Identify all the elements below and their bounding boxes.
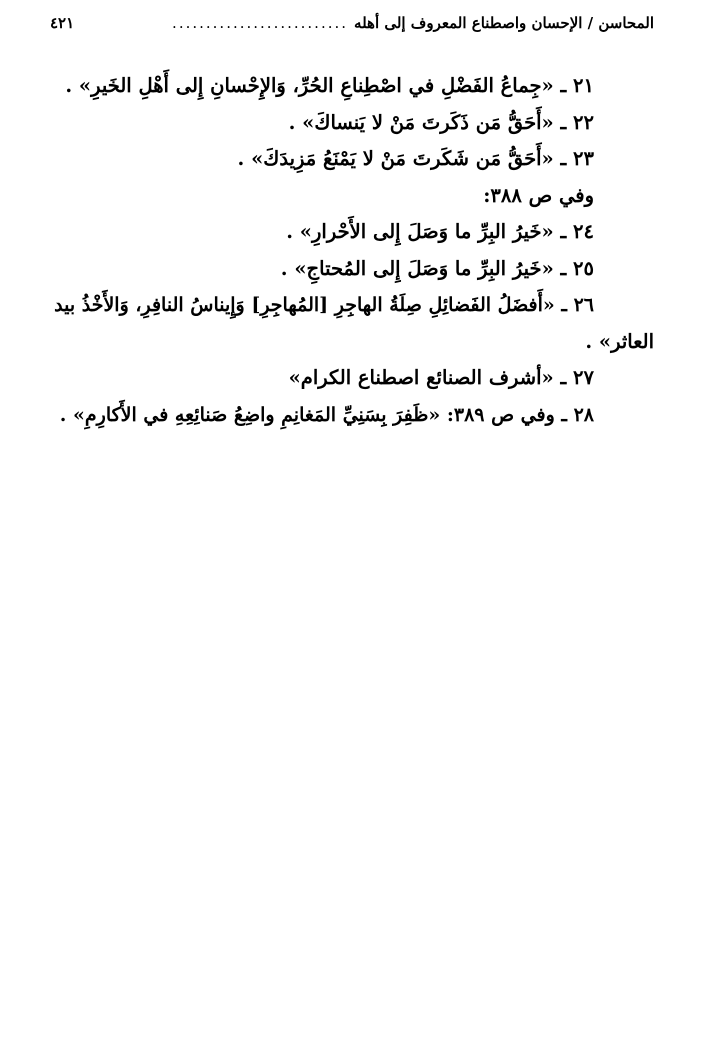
saying-23: ٢٣ ـ «أَحَقُّ مَن شَكَرتَ مَنْ لا يَمْنَعُ مَزِيدَكَ» . [237, 147, 594, 170]
saying-27: ٢٧ ـ «أشرف الصنائع اصطناع الكرام» [288, 366, 594, 389]
running-head-dot-leader: .......................... [172, 14, 349, 32]
body-text [52, 68, 654, 433]
saying-21: ٢١ ـ «جِماعُ الفَضْلِ في اصْطِناعِ الحُرِّ، وَالإِحْسانِ إِلى أَهْلِ الخَيرِ» . [65, 74, 594, 97]
source-reference-388: وفي ص ٣٨٨: [483, 183, 594, 207]
saying-25: ٢٥ ـ «خَيرُ البِرِّ ما وَصَلَ إِلى المُحتاجِ» . [280, 256, 594, 280]
running-head [50, 14, 654, 42]
saying-26-line-1: ٢٦ ـ «أَفضَلُ الفَضائِلِ صِلَةُ الهاجِرِ [المُهاجِرِ] وَإِيناسُ النافِرِ، وَالأَخْذُ بيد [54, 294, 594, 316]
page-number: ٤٢١ [50, 14, 75, 32]
saying-26-line-2: العاثر» . [585, 329, 654, 353]
saying-24: ٢٤ ـ «خَيرُ البِرِّ ما وَصَلَ إِلى الأَحْرارِ» . [286, 220, 594, 243]
running-head-title: المحاسن / الإحسان واصطناع المعروف إلى أهله [354, 14, 654, 32]
saying-22: ٢٢ ـ «أَحَقُّ مَن ذَكَرتَ مَنْ لا يَنساكَ» . [288, 110, 594, 134]
saying-28: ٢٨ ـ وفي ص ٣٨٩: «ظَفِرَ بِسَنِيِّ المَغانِمِ واضِعُ صَنائِعِهِ في الأَكارِمِ» . [59, 403, 594, 426]
